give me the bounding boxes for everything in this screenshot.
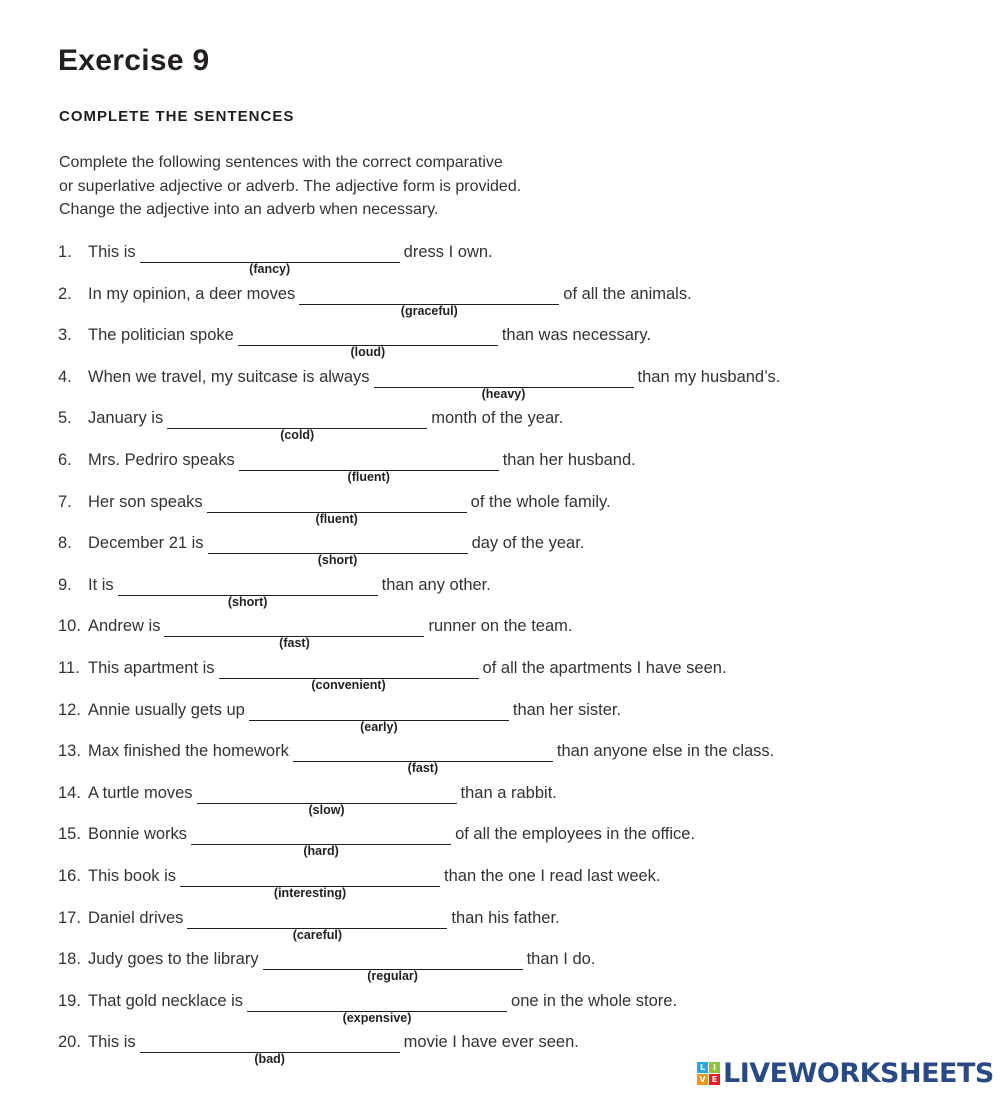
exercise-item (58, 409, 958, 451)
exercise-item (58, 784, 958, 826)
exercise-item (58, 617, 958, 659)
sentence-start: This is (88, 243, 136, 261)
sentence-end: one in the whole store. (511, 991, 678, 1010)
sentence-start: Her son speaks (88, 492, 203, 511)
item-number: 4. (58, 367, 72, 386)
item-number: 1. (58, 243, 72, 261)
instructions (59, 151, 521, 222)
answer-blank[interactable] (140, 243, 400, 276)
sentence-end: month of the year. (431, 409, 564, 428)
item-number: 5. (58, 409, 72, 428)
word-hint: (convenient) (311, 677, 386, 692)
sentence-end: than a rabbit. (460, 783, 557, 802)
word-hint: (heavy) (481, 386, 526, 401)
sentence-end: than the one I read last week. (444, 866, 661, 885)
sentence-end: movie I have ever seen. (403, 1033, 579, 1052)
sentence-start: Max finished the homework (88, 742, 289, 761)
exercise-list (58, 243, 958, 1075)
item-number: 15. (58, 825, 81, 844)
word-hint: (fast) (407, 761, 439, 776)
word-hint: (loud) (350, 345, 386, 360)
logo-block: V (697, 1074, 708, 1085)
sentence-start: Daniel drives (88, 908, 184, 927)
answer-blank[interactable] (118, 576, 378, 609)
answer-blank[interactable] (247, 992, 507, 1025)
sentence-start: January is (88, 409, 164, 428)
logo-block: L (697, 1062, 708, 1073)
sentence-end: runner on the team. (428, 617, 573, 636)
sentence-end: than I do. (526, 950, 596, 969)
sentence-end: than anyone else in the class. (556, 742, 775, 761)
word-hint: (fluent) (315, 511, 358, 526)
word-hint: (fast) (279, 636, 310, 651)
sentence-end: than his father. (451, 908, 560, 927)
exercise-item (58, 742, 958, 784)
instruction-line: Complete the following sentences with the correct comparative (59, 154, 503, 171)
sentence-start: This book is (88, 866, 177, 885)
word-hint: (graceful) (400, 303, 458, 318)
exercise-item (58, 534, 958, 576)
exercise-item (58, 950, 958, 992)
exercise-item (58, 451, 958, 493)
item-number: 9. (58, 575, 72, 594)
exercise-item (58, 243, 958, 285)
sentence-end: of all the animals. (563, 284, 692, 303)
exercise-item (58, 493, 958, 535)
item-number: 2. (58, 284, 72, 303)
sentence-start: December 21 is (88, 534, 204, 553)
section-subtitle: COMPLETE THE SENTENCES (59, 108, 295, 125)
sentence-start: This is (88, 1033, 136, 1052)
answer-blank[interactable] (180, 867, 440, 900)
item-number: 18. (58, 950, 81, 969)
sentence-start: This apartment is (88, 658, 215, 677)
exercise-item (58, 576, 958, 618)
item-number: 11. (58, 658, 80, 677)
item-number: 3. (58, 326, 72, 345)
answer-blank[interactable] (219, 659, 479, 692)
answer-blank[interactable] (197, 784, 457, 817)
answer-blank[interactable] (299, 285, 559, 318)
exercise-item (58, 285, 958, 327)
word-hint: (expensive) (342, 1010, 412, 1025)
instruction-line: Change the adjective into an adverb when necessary. (59, 201, 439, 218)
word-hint: (fancy) (249, 262, 291, 276)
sentence-start: Andrew is (88, 617, 161, 636)
answer-blank[interactable] (191, 825, 451, 859)
sentence-start: Judy goes to the library (88, 950, 259, 969)
sentence-end: than my husband’s. (637, 367, 781, 386)
instruction-line: or superlative adjective or adverb. The adjective form is provided. (59, 177, 522, 195)
exercise-item (58, 909, 958, 951)
answer-blank[interactable] (167, 409, 427, 443)
item-number: 17. (58, 908, 81, 927)
sentence-end: than was necessary. (501, 326, 652, 345)
sentence-start: A turtle moves (88, 783, 193, 802)
word-hint: (short) (317, 553, 358, 568)
brand-name: LIVEWORKSHEETS (723, 1057, 994, 1089)
item-number: 6. (58, 450, 72, 469)
exercise-item (58, 867, 958, 909)
sentence-end: of all the employees in the office. (455, 825, 696, 844)
item-number: 7. (58, 492, 72, 511)
word-hint: (short) (227, 594, 268, 609)
sentence-end: day of the year. (471, 534, 585, 553)
word-hint: (bad) (254, 1052, 285, 1067)
word-hint: (cold) (280, 428, 315, 443)
word-hint: (fluent) (347, 469, 390, 484)
sentence-end: of the whole family. (470, 492, 611, 511)
answer-blank[interactable] (239, 451, 499, 484)
item-number: 10. (58, 617, 81, 636)
item-number: 13. (58, 742, 81, 761)
liveworksheets-logo[interactable] (697, 1056, 994, 1090)
exercise-item (58, 659, 958, 701)
sentence-start: Annie usually gets up (88, 700, 245, 719)
answer-blank[interactable] (374, 368, 634, 401)
item-number: 16. (58, 866, 81, 885)
answer-blank[interactable] (293, 742, 553, 776)
sentence-start: Mrs. Pedriro speaks (88, 450, 235, 469)
sentence-start: The politician spoke (88, 326, 234, 345)
blocks-icon (697, 1062, 720, 1085)
word-hint: (careful) (292, 927, 343, 942)
item-number: 8. (58, 534, 72, 553)
exercise-item (58, 701, 958, 743)
word-hint: (hard) (303, 844, 339, 859)
sentence-start: It is (88, 575, 114, 594)
item-number: 12. (58, 700, 81, 719)
sentence-end: of all the apartments I have seen. (482, 658, 727, 677)
answer-blank[interactable] (208, 534, 468, 568)
sentence-start: In my opinion, a deer moves (88, 284, 296, 303)
sentence-start: When we travel, my suitcase is always (88, 367, 370, 386)
item-number: 20. (58, 1033, 81, 1052)
answer-blank[interactable] (187, 909, 447, 942)
sentence-start: Bonnie works (88, 825, 188, 844)
logo-block: I (709, 1062, 720, 1073)
sentence-end: than her sister. (512, 700, 622, 719)
item-number: 19. (58, 991, 81, 1010)
answer-blank[interactable] (207, 493, 467, 526)
answer-blank[interactable] (140, 1033, 400, 1067)
sentence-end: than any other. (381, 575, 491, 594)
exercise-item (58, 368, 958, 410)
item-number: 14. (58, 783, 81, 802)
word-hint: (early) (360, 719, 398, 734)
sentence-end: dress I own. (403, 243, 493, 261)
answer-blank[interactable] (263, 950, 523, 984)
answer-blank[interactable] (238, 326, 498, 360)
sentence-start: That gold necklace is (88, 991, 244, 1010)
word-hint: (slow) (308, 802, 345, 817)
word-hint: (regular) (367, 969, 418, 984)
exercise-item (58, 326, 958, 368)
word-hint: (interesting) (273, 885, 347, 900)
exercise-item (58, 825, 958, 867)
exercise-item (58, 992, 958, 1034)
sentence-end: than her husband. (502, 450, 636, 469)
answer-blank[interactable] (249, 701, 509, 734)
page-title: Exercise 9 (58, 44, 210, 77)
answer-blank[interactable] (164, 617, 424, 651)
logo-block: E (709, 1074, 720, 1085)
